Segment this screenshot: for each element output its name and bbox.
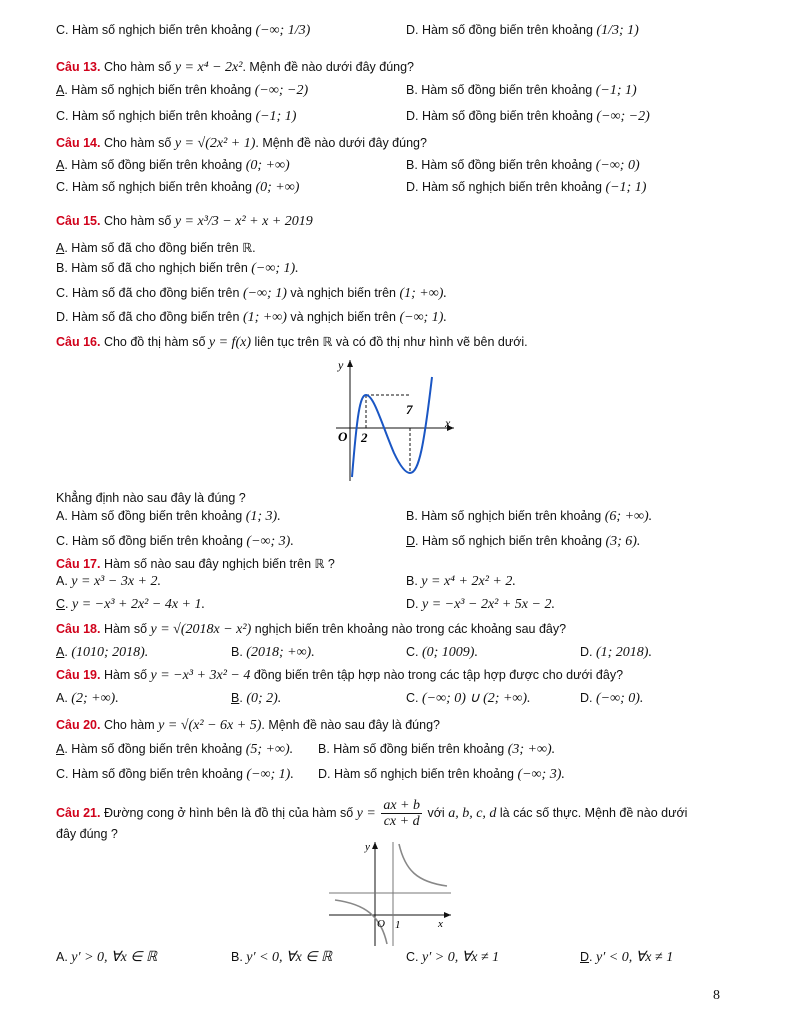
q14-option-d[interactable]: D. Hàm số nghịch biến trên khoảng (−1; 1) (406, 180, 647, 195)
q15-option-c[interactable]: C. Hàm số đã cho đồng biến trên (−∞; 1) và nghịch biến trên (1; +∞). (56, 286, 447, 301)
q17-stem: Câu 17. Hàm số nào sau đây nghịch biến trên ℝ ? (56, 557, 335, 571)
q21-option-d[interactable]: D. y′ < 0, ∀x ≠ 1 (580, 950, 674, 965)
q12-option-c-math: (−∞; 1/3) (255, 23, 311, 38)
q21-option-b[interactable]: B. y′ < 0, ∀x ∈ ℝ (231, 950, 333, 965)
q19-option-b[interactable]: B. (0; 2). (231, 691, 282, 706)
q15-stem: Câu 15. Cho hàm số y = x³/3 − x² + x + 2019 (56, 214, 313, 229)
q18-option-d[interactable]: D. (1; 2018). (580, 645, 652, 660)
q14-label: Câu 14. (56, 136, 101, 150)
q16-question: Khẳng định nào sau đây là đúng ? (56, 491, 246, 505)
q13-label: Câu 13. (56, 60, 101, 74)
q16-label: Câu 16. (56, 335, 101, 349)
q17-option-a[interactable]: A. y = x³ − 3x + 2. (56, 574, 161, 589)
q16-option-d[interactable]: D. Hàm số nghịch biến trên khoảng (3; 6). (406, 534, 641, 549)
q16-graph-y-label: y (338, 358, 344, 372)
q20-option-b[interactable]: B. Hàm số đồng biến trên khoảng (3; +∞). (318, 742, 556, 757)
q20-option-c[interactable]: C. Hàm số đồng biến trên khoảng (−∞; 1). (56, 767, 294, 782)
q16-option-b[interactable]: B. Hàm số nghịch biến trên khoảng (6; +∞). (406, 509, 653, 524)
q18-option-c[interactable]: C. (0; 1009). (406, 645, 478, 660)
q13-option-b[interactable]: B. Hàm số đồng biến trên khoảng (−1; 1) (406, 83, 637, 98)
q13-stem: Câu 13. Cho hàm số y = x⁴ − 2x². Mệnh đề nào dưới đây đúng? (56, 60, 414, 75)
q18-option-a[interactable]: A. (1010; 2018). (56, 645, 149, 660)
q20-option-d[interactable]: D. Hàm số nghịch biến trên khoảng (−∞; 3). (318, 767, 565, 782)
q15-option-b[interactable]: B. Hàm số đã cho nghịch biến trên (−∞; 1). (56, 261, 299, 276)
q21-label: Câu 21. (56, 805, 101, 820)
q12-option-c[interactable]: C. Hàm số nghịch biến trên khoảng (−∞; 1/3) (56, 23, 311, 38)
q19-option-c[interactable]: C. (−∞; 0) ∪ (2; +∞). (406, 691, 531, 706)
q15-label: Câu 15. (56, 214, 101, 228)
q19-option-a[interactable]: A. (2; +∞). (56, 691, 119, 706)
q21-graph-x-label: x (438, 918, 443, 930)
q16-graph-x-label: x (445, 416, 451, 430)
q21-graph-origin: O (377, 918, 385, 930)
q16-graph-tick-7: 7 (406, 402, 413, 417)
page-number: 8 (713, 988, 720, 1003)
q12-option-d-math: (1/3; 1) (596, 23, 639, 38)
q17-label: Câu 17. (56, 557, 101, 571)
q19-stem: Câu 19. Hàm số y = −x³ + 3x² − 4 đồng biến trên tập hợp nào trong các tập hợp được cho dưới đây? (56, 668, 624, 683)
q16-function: y = f(x) (208, 335, 251, 350)
q12-option-d[interactable]: D. Hàm số đồng biến trên khoảng (1/3; 1) (406, 23, 639, 38)
q14-function: y = √(2x² + 1) (174, 136, 256, 151)
q18-stem: Câu 18. Hàm số y = √(2018x − x²) nghịch biến trên khoảng nào trong các khoảng sau đây? (56, 622, 567, 637)
q13-option-a[interactable]: A. Hàm số nghịch biến trên khoảng (−∞; −2) (56, 83, 309, 98)
q21-stem: Câu 21. Đường cong ở hình bên là đồ thị của hàm số y = $\frac{ax + b}{cx + d}$ với a, b, c, d là các số thực. Mệnh đề nào dưới (56, 798, 688, 829)
q14-option-b[interactable]: B. Hàm số đồng biến trên khoảng (−∞; 0) (406, 158, 640, 173)
q16-stem: Câu 16. Cho đồ thị hàm số y = f(x) liên tục trên ℝ và có đồ thị như hình vẽ bên dưới. (56, 335, 528, 350)
q17-option-b[interactable]: B. y = x⁴ + 2x² + 2. (406, 574, 516, 589)
q21-function: $\frac{ax + b}{cx + d}$ (383, 798, 420, 829)
q14-option-c[interactable]: C. Hàm số nghịch biến trên khoảng (0; +∞) (56, 180, 300, 195)
q20-stem: Câu 20. Cho hàm y = √(x² − 6x + 5). Mệnh đề nào sau đây là đúng? (56, 718, 440, 733)
q18-function: y = √(2018x − x²) (150, 622, 252, 637)
q15-function: y = x³/3 − x² + x + 2019 (174, 214, 313, 229)
q19-option-d[interactable]: D. (−∞; 0). (580, 691, 644, 706)
q21-graph-y-label: y (365, 841, 370, 853)
q21-stem-line2: đây đúng ? (56, 827, 118, 841)
q18-option-b[interactable]: B. (2018; +∞). (231, 645, 315, 660)
q16-graph-tick-2: 2 (361, 430, 368, 445)
q18-label: Câu 18. (56, 622, 101, 636)
q15-option-a[interactable]: A. Hàm số đã cho đồng biến trên ℝ. (56, 241, 256, 255)
q17-option-d[interactable]: D. y = −x³ − 2x² + 5x − 2. (406, 597, 555, 612)
q19-function: y = −x³ + 3x² − 4 (150, 668, 251, 683)
q16-option-c[interactable]: C. Hàm số đồng biến trên khoảng (−∞; 3). (56, 534, 294, 549)
q21-option-c[interactable]: C. y′ > 0, ∀x ≠ 1 (406, 950, 500, 965)
q16-graph (330, 355, 460, 483)
q20-function: y = √(x² − 6x + 5) (158, 718, 262, 733)
q19-label: Câu 19. (56, 668, 101, 682)
q13-option-d[interactable]: D. Hàm số đồng biến trên khoảng (−∞; −2) (406, 109, 650, 124)
q17-option-c[interactable]: C. y = −x³ + 2x² − 4x + 1. (56, 597, 205, 612)
q21-graph-tick-1: 1 (395, 919, 401, 931)
q20-option-a[interactable]: A. Hàm số đồng biến trên khoảng (5; +∞). (56, 742, 294, 757)
q16-option-a[interactable]: A. Hàm số đồng biến trên khoảng (1; 3). (56, 509, 281, 524)
q14-stem: Câu 14. Cho hàm số y = √(2x² + 1). Mệnh đề nào dưới đây đúng? (56, 136, 427, 151)
q21-option-a[interactable]: A. y′ > 0, ∀x ∈ ℝ (56, 950, 158, 965)
q15-option-d[interactable]: D. Hàm số đã cho đồng biến trên (1; +∞) và nghịch biến trên (−∞; 1). (56, 310, 447, 325)
q14-option-a[interactable]: A. Hàm số đồng biến trên khoảng (0; +∞) (56, 158, 290, 173)
q20-label: Câu 20. (56, 718, 101, 732)
q13-option-c[interactable]: C. Hàm số nghịch biến trên khoảng (−1; 1) (56, 109, 297, 124)
q21-graph (325, 838, 455, 948)
q13-function: y = x⁴ − 2x² (174, 60, 243, 75)
q16-graph-origin: O (338, 429, 348, 444)
